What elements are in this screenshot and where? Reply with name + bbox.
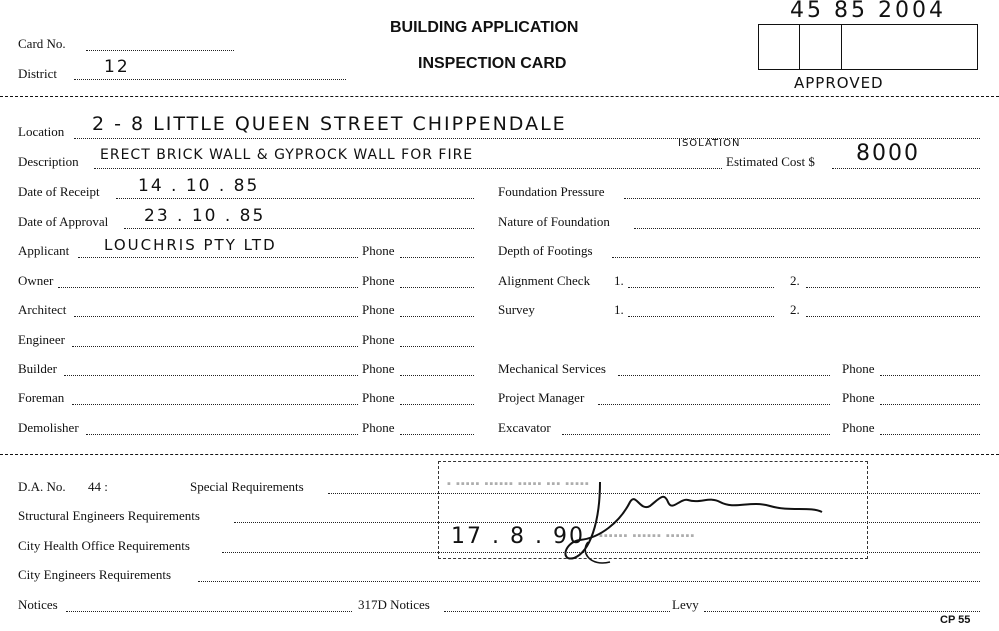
date-approval-label: Date of Approval [18,214,109,229]
applicant-value: LOUCHRIS PTY LTD [104,236,277,254]
levy-label: Levy [672,597,699,612]
stamp-faded-text: ▪ ▪▪▪▪▪ ▪▪▪▪▪▪ ▪▪▪▪▪ ▪▪▪ ▪▪▪▪▪ [447,478,590,490]
applicant-phone-label: Phone [362,243,395,258]
notices-317d-field [444,611,670,612]
builder-phone-field [400,375,474,376]
demolisher-phone-label: Phone [362,420,395,435]
survey-1-field [628,316,774,317]
district-value: 12 [104,57,130,77]
form-code: CP 55 [940,614,971,626]
location-field [74,138,980,139]
applicant-field [78,257,358,258]
box-divider [841,25,842,69]
estimated-cost-value: 8000 [856,141,920,166]
notices-317d-label: 317D Notices [358,597,430,612]
survey-label: Survey [498,302,535,317]
date-receipt-value: 14 . 10 . 85 [138,176,260,196]
depth-footings-field [612,257,980,258]
da-no-label: D.A. No. [18,479,66,494]
description-label: Description [18,154,79,169]
alignment-2-field [806,287,980,288]
engineer-field [72,346,358,347]
excavator-phone-label: Phone [842,420,875,435]
owner-phone-label: Phone [362,273,395,288]
alignment-check-label: Alignment Check [498,273,591,288]
survey-2-label: 2. [790,302,800,317]
signature-mark [560,462,830,572]
engineer-phone-label: Phone [362,332,395,347]
owner-label: Owner [18,273,54,288]
estimated-cost-label: Estimated Cost $ [726,154,815,169]
depth-footings-label: Depth of Footings [498,243,593,258]
levy-field [704,611,980,612]
date-receipt-label: Date of Receipt [18,184,100,199]
engineer-phone-field [400,346,474,347]
architect-phone-label: Phone [362,302,395,317]
stamp-date: 17 . 8 . 90 [451,524,585,549]
approved-annotation: APPROVED [794,74,884,92]
city-engineers-field [198,581,980,582]
alignment-1-field [628,287,774,288]
architect-field [74,316,358,317]
applicant-phone-field [400,257,474,258]
office-use-boxes [758,24,978,70]
card-no-field [86,50,234,51]
mechanical-services-label: Mechanical Services [498,361,606,376]
signature-text [0,0,1,1]
da-no-value: 44 : [88,479,108,494]
alignment-2-label: 2. [790,273,800,288]
description-extra: ISOLATION [678,138,741,149]
form-title-line1: BUILDING APPLICATION [390,19,579,36]
builder-label: Builder [18,361,57,376]
estimated-cost-field [832,168,980,169]
district-label: District [18,66,57,81]
notices-field [66,611,352,612]
date-approval-value: 23 . 10 . 85 [144,206,266,226]
project-manager-label: Project Manager [498,390,585,405]
special-requirements-label: Special Requirements [190,479,304,494]
date-receipt-field [116,198,474,199]
survey-1-label: 1. [614,302,624,317]
applicant-label: Applicant [18,243,70,258]
mechanical-phone-field [880,375,980,376]
excavator-field [562,434,830,435]
box-divider [799,25,800,69]
project-manager-phone-label: Phone [842,390,875,405]
mechanical-phone-label: Phone [842,361,875,376]
architect-phone-field [400,316,474,317]
foundation-pressure-label: Foundation Pressure [498,184,605,199]
demolisher-phone-field [400,434,474,435]
date-approval-field [124,228,474,229]
foreman-label: Foreman [18,390,65,405]
foreman-phone-label: Phone [362,390,395,405]
description-field [94,168,722,169]
health-requirements-label: City Health Office Requirements [18,538,190,553]
demolisher-field [86,434,358,435]
notices-label: Notices [18,597,58,612]
builder-field [64,375,358,376]
excavator-phone-field [880,434,980,435]
architect-label: Architect [18,302,67,317]
foreman-field [72,404,358,405]
survey-2-field [806,316,980,317]
foreman-phone-field [400,404,474,405]
owner-phone-field [400,287,474,288]
excavator-label: Excavator [498,420,551,435]
mechanical-services-field [618,375,830,376]
foundation-pressure-field [624,198,980,199]
builder-phone-label: Phone [362,361,395,376]
stamp-faded-text: ▪▪▪▪▪▪ ▪▪▪▪▪▪ ▪▪▪▪▪▪ [599,530,696,542]
structural-requirements-label: Structural Engineers Requirements [18,508,200,523]
section-divider [0,454,999,455]
card-no-label: Card No. [18,36,66,51]
description-value: ERECT BRICK WALL & GYPROCK WALL FOR FIRE [100,147,474,163]
location-value: 2 - 8 LITTLE QUEEN STREET CHIPPENDALE [92,113,567,135]
alignment-1-label: 1. [614,273,624,288]
project-manager-field [598,404,830,405]
nature-foundation-label: Nature of Foundation [498,214,610,229]
file-number: 45 85 2004 [790,0,946,23]
project-manager-phone-field [880,404,980,405]
location-label: Location [18,124,65,139]
nature-foundation-field [634,228,980,229]
owner-field [58,287,358,288]
form-title-line2: INSPECTION CARD [418,55,567,72]
demolisher-label: Demolisher [18,420,79,435]
city-engineers-label: City Engineers Requirements [18,567,172,582]
section-divider [0,96,999,97]
engineer-label: Engineer [18,332,65,347]
district-field [74,79,346,80]
